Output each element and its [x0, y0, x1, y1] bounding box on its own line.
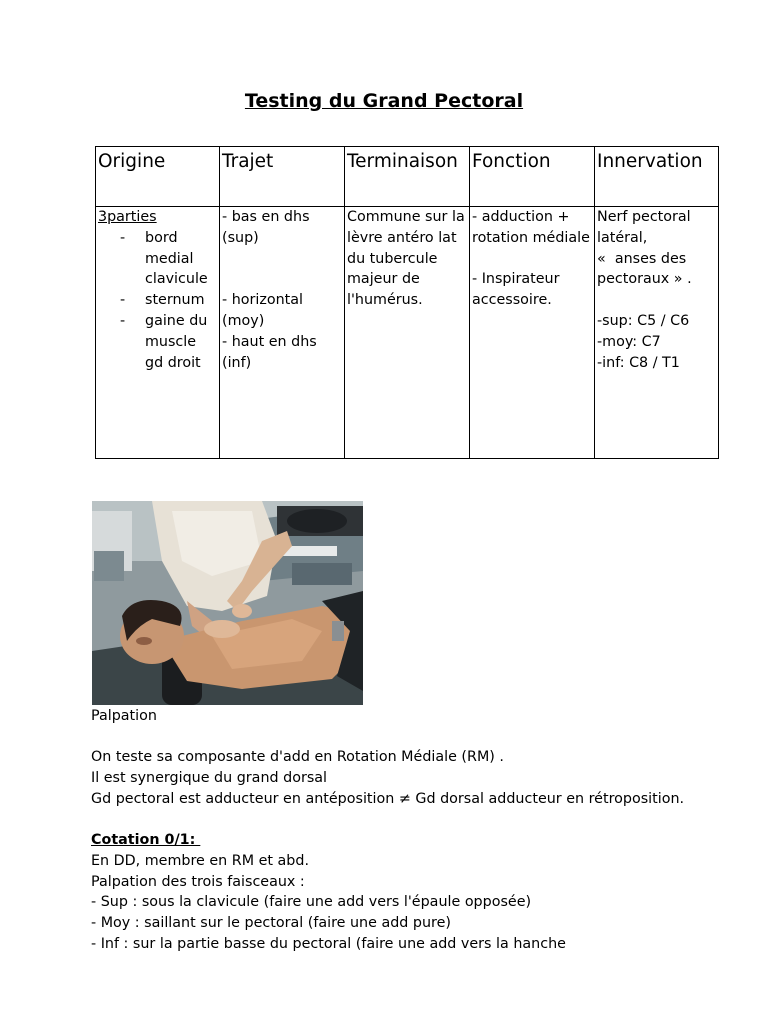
- spacer: [91, 727, 731, 748]
- trajet-line: [222, 249, 342, 270]
- cotation-line: - Moy : saillant sur le pectoral (faire une add pure): [91, 915, 451, 932]
- origine-item: - gaine du muscle gd droit: [98, 311, 217, 373]
- body-text: [91, 706, 731, 954]
- paragraph-line: Gd pectoral est adducteur en antéposition ≠ Gd dorsal adducteur en rétroposition.: [91, 790, 685, 807]
- cotation-line: - Inf : sur la partie basse du pectoral (faire une add vers la hanche: [91, 935, 566, 952]
- muscle-table: [95, 146, 719, 459]
- cotation-line: - Sup : sous la clavicule (faire une add vers l'épaule opposée): [91, 894, 532, 911]
- header-origine: Origine: [96, 147, 220, 207]
- paragraph-line: Il est synergique du grand dorsal: [91, 770, 328, 787]
- page-title: Testing du Grand Pectoral: [244, 90, 524, 112]
- innervation-line: -moy: C7: [597, 333, 661, 350]
- table-header-row: [96, 147, 719, 207]
- cell-origine: [96, 207, 220, 459]
- origine-item: - sternum: [98, 290, 217, 311]
- origine-list: [98, 228, 217, 374]
- trajet-line: - horizontal (moy): [222, 292, 308, 329]
- cell-innervation: [595, 207, 719, 459]
- header-innervation: Innervation: [595, 147, 719, 207]
- terminaison-text: Commune sur la lèvre antéro lat du tubercule majeur de l'humérus.: [347, 209, 470, 309]
- header-fonction: Fonction: [470, 147, 595, 207]
- photo-caption: Palpation: [91, 708, 157, 724]
- trajet-line: - haut en dhs (inf): [222, 333, 322, 371]
- innervation-line: « anses des pectoraux » .: [597, 250, 692, 288]
- origine-heading: 3parties: [98, 209, 157, 225]
- cell-trajet: [220, 207, 345, 459]
- fonction-line: [472, 249, 592, 270]
- origine-item: - bord medial clavicule: [98, 228, 217, 290]
- cotation-line: En DD, membre en RM et abd.: [91, 852, 309, 869]
- paragraph-line: On teste sa composante d'add en Rotation Médiale (RM) .: [91, 749, 504, 766]
- innervation-line: [597, 290, 716, 311]
- fonction-line: - Inspirateur accessoire.: [472, 271, 565, 309]
- spacer: [91, 810, 731, 831]
- cell-terminaison: [345, 207, 470, 459]
- trajet-line: [222, 269, 342, 290]
- table-row: [96, 207, 719, 459]
- innervation-line: -inf: C8 / T1: [597, 354, 680, 371]
- fonction-line: - adduction + rotation médiale: [472, 209, 590, 246]
- header-trajet: Trajet: [220, 147, 345, 207]
- trajet-line: - bas en dhs (sup): [222, 209, 315, 246]
- innervation-line: Nerf pectoral latéral,: [597, 209, 696, 246]
- cell-fonction: [470, 207, 595, 459]
- innervation-line: -sup: C5 / C6: [597, 312, 690, 329]
- cotation-line: Palpation des trois faisceaux :: [91, 873, 305, 890]
- palpation-photo: [92, 501, 363, 705]
- header-terminaison: Terminaison: [345, 147, 470, 207]
- cotation-heading: Cotation 0/1:: [91, 832, 201, 849]
